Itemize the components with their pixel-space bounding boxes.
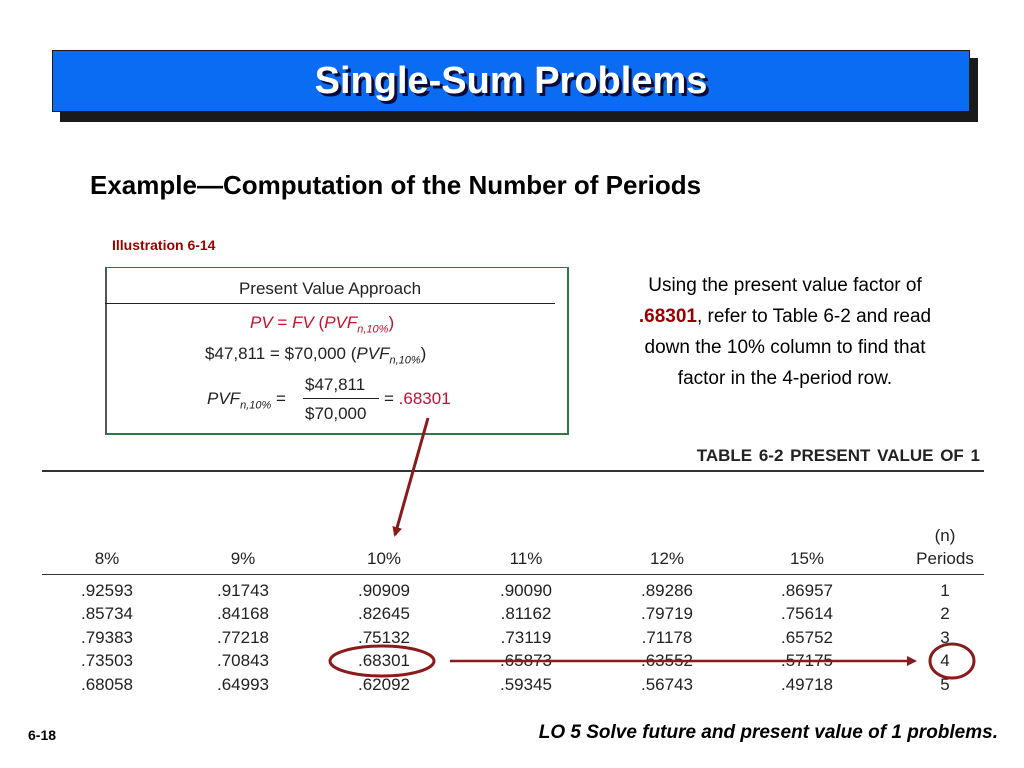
factor-cell: .89286 bbox=[641, 581, 693, 600]
factor-cell: .59345 bbox=[500, 675, 552, 694]
highlight-ellipse-factor bbox=[330, 646, 434, 676]
formula-line-1: PV = FV $(PVF_{n,10\%})$ bbox=[250, 313, 395, 336]
factor-cell: .82645 bbox=[358, 604, 410, 623]
factor-cell: .90909 bbox=[358, 581, 410, 600]
period-cell: 1 bbox=[940, 581, 950, 600]
factor-cell: .68301 bbox=[358, 651, 410, 670]
factor-cell: .81162 bbox=[500, 604, 552, 623]
factor-cell: .73119 bbox=[500, 628, 552, 647]
factor-cell: .49718 bbox=[781, 675, 833, 694]
factor-cell: .77218 bbox=[217, 628, 269, 647]
period-cell: 4 bbox=[940, 651, 950, 670]
highlight-ellipse-period bbox=[930, 644, 974, 678]
pv-factor-highlight: .68301 bbox=[638, 306, 697, 327]
factor-cell: .63552 bbox=[641, 651, 693, 670]
column-header: 15% bbox=[789, 549, 825, 568]
table-caption: TABLE 6-2 PRESENT VALUE OF 1 bbox=[696, 446, 980, 465]
factor-cell: .92593 bbox=[81, 581, 133, 600]
learning-objective: LO 5 Solve future and present value of 1 problems. bbox=[538, 722, 998, 743]
factor-cell: .75132 bbox=[358, 628, 410, 647]
factor-cell: .85734 bbox=[81, 604, 133, 623]
column-header: 8% bbox=[94, 549, 120, 568]
arrow-to-10-column bbox=[395, 418, 428, 535]
column-header: 11% bbox=[509, 549, 543, 568]
explanation-line-2: .68301, refer to Table 6-2 and read bbox=[638, 306, 932, 327]
column-header: Periods bbox=[916, 549, 974, 568]
factor-cell: .56743 bbox=[641, 675, 693, 694]
fraction-denominator: $70,000 bbox=[305, 404, 367, 423]
factor-cell: .62092 bbox=[358, 675, 410, 694]
factor-cell: .84168 bbox=[217, 604, 269, 623]
pv-box-heading: Present Value Approach bbox=[238, 279, 422, 298]
pvf-result: .68301 bbox=[398, 389, 451, 408]
explanation-line-1: Using the present value factor of bbox=[648, 275, 922, 296]
explanation-line-4: factor in the 4-period row. bbox=[677, 368, 893, 389]
period-cell: 3 bbox=[940, 628, 950, 647]
factor-cell: .90090 bbox=[500, 581, 552, 600]
periods-n-label: (n) bbox=[934, 526, 956, 545]
factor-cell: .68058 bbox=[81, 675, 133, 694]
factor-cell: .65752 bbox=[781, 628, 833, 647]
fraction-numerator: $47,811 bbox=[305, 375, 366, 394]
formula-line-3-right: = .68301 bbox=[384, 389, 451, 408]
factor-cell: .75614 bbox=[781, 604, 833, 623]
factor-cell: .64993 bbox=[217, 675, 269, 694]
factor-cell: .71178 bbox=[641, 628, 693, 647]
factor-cell: .79383 bbox=[81, 628, 133, 647]
illustration-label: Illustration 6-14 bbox=[112, 237, 216, 253]
factor-cell: .73503 bbox=[81, 651, 133, 670]
factor-cell: .91743 bbox=[217, 581, 269, 600]
factor-cell: .86957 bbox=[781, 581, 833, 600]
slide-title: Single-Sum Problems bbox=[314, 59, 708, 102]
slide-number: 6-18 bbox=[28, 727, 57, 743]
factor-cell: .70843 bbox=[217, 651, 269, 670]
period-cell: 5 bbox=[940, 675, 950, 694]
period-cell: 2 bbox=[940, 604, 950, 623]
factor-cell: .65873 bbox=[500, 651, 552, 670]
formula-line-3-left: $PVF_{n,10\%}$ = bbox=[207, 389, 286, 412]
slide-subtitle: Example—Computation of the Number of Periods bbox=[90, 170, 702, 200]
explanation-line-3: down the 10% column to find that bbox=[644, 337, 926, 358]
formula-line-2: $47,811 = $70,000 $(PVF_{n,10\%})$ bbox=[205, 344, 427, 367]
factor-cell: .57175 bbox=[781, 651, 833, 670]
factor-cell: .79719 bbox=[641, 604, 693, 623]
column-header: 10% bbox=[366, 549, 402, 568]
column-header: 9% bbox=[230, 549, 256, 568]
column-header: 12% bbox=[649, 549, 685, 568]
